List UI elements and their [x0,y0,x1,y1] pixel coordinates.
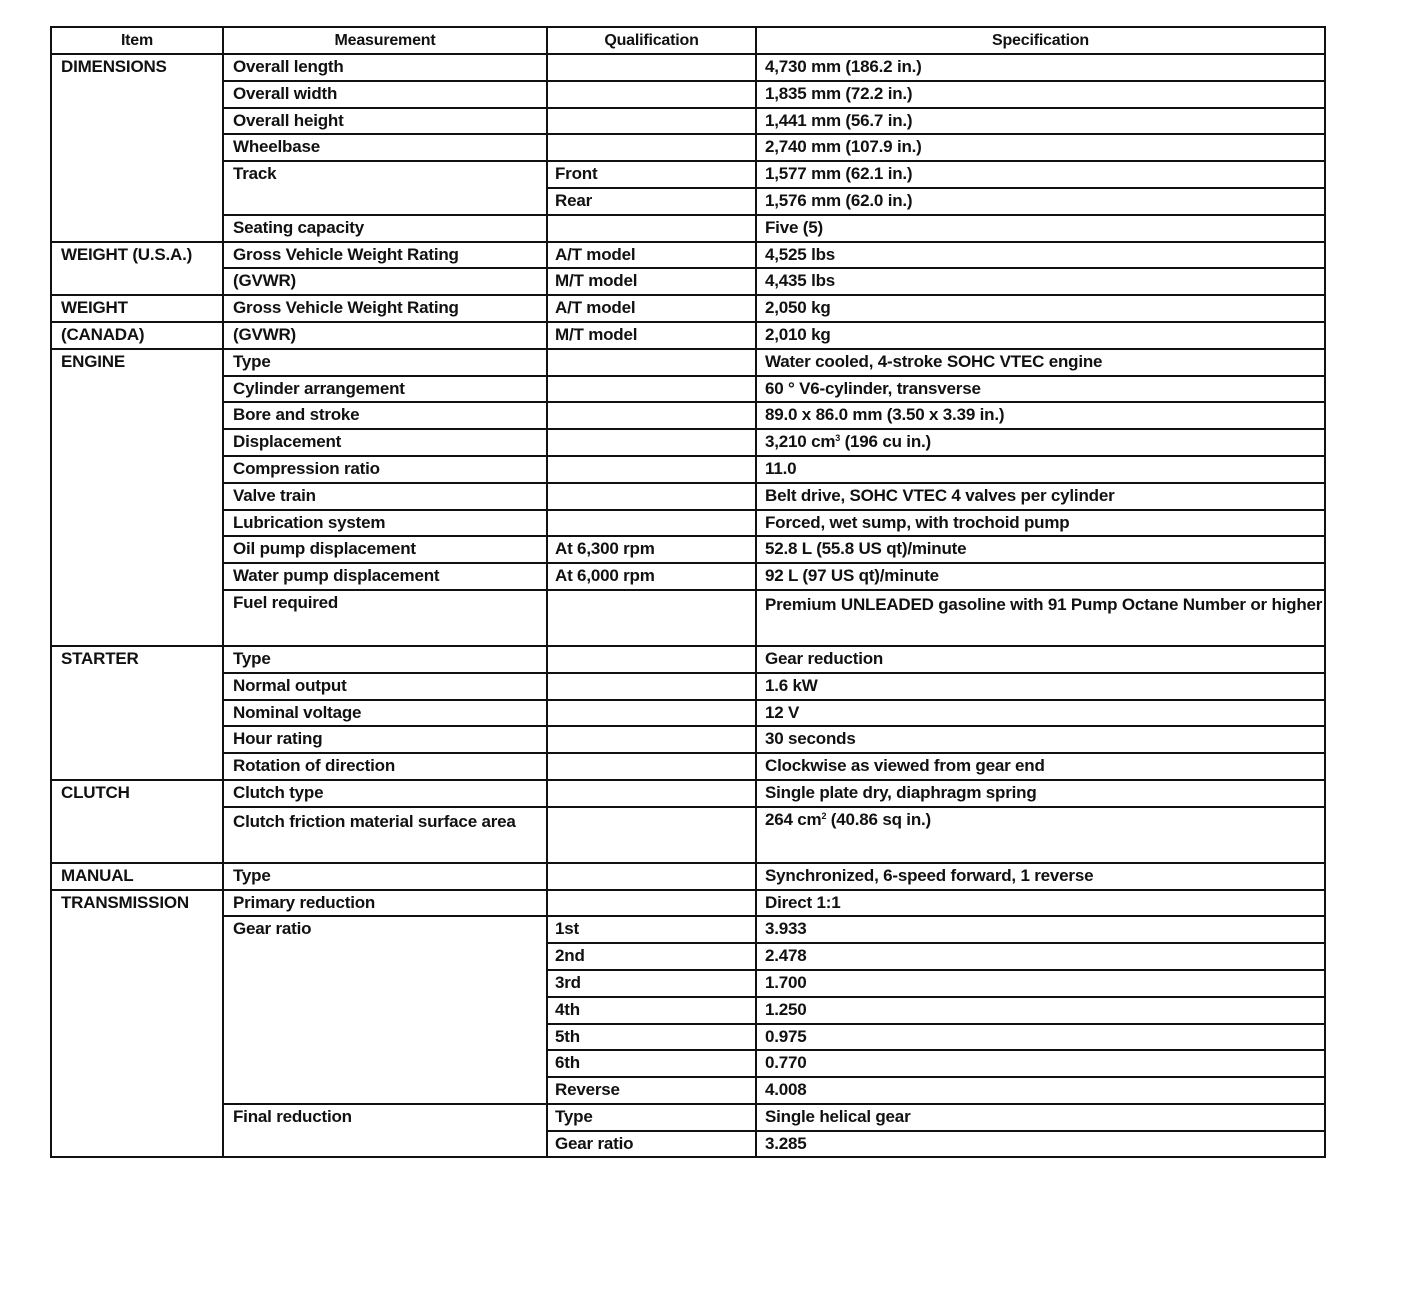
measurement-cell: Type [223,646,547,673]
qualification-cell: 4th [547,997,756,1024]
measurement-cell: (GVWR) [223,268,547,295]
qualification-cell: Rear [547,188,756,215]
qualification-cell: 3rd [547,970,756,997]
qualification-cell: 6th [547,1050,756,1077]
specification-cell: 52.8 L (55.8 US qt)/minute [756,536,1325,563]
qualification-cell [547,54,756,81]
specification-cell: 4,435 lbs [756,268,1325,295]
measurement-cell: Type [223,863,547,890]
qualification-cell [547,780,756,807]
specification-cell: 0.770 [756,1050,1325,1077]
qualification-cell [547,215,756,242]
table-row [51,54,1325,81]
measurement-cell: Oil pump displacement [223,536,547,563]
specification-cell: 2,050 kg [756,295,1325,322]
specification-cell: 1,835 mm (72.2 in.) [756,81,1325,108]
specification-cell: 1,441 mm (56.7 in.) [756,108,1325,135]
measurement-cell: Lubrication system [223,510,547,537]
specification-cell: 1,577 mm (62.1 in.) [756,161,1325,188]
measurement-cell: Compression ratio [223,456,547,483]
table-row [51,590,1325,646]
specification-cell: Direct 1:1 [756,890,1325,917]
qualification-cell [547,700,756,727]
measurement-cell: Primary reduction [223,890,547,917]
qualification-cell: A/T model [547,295,756,322]
specification-cell: 2,010 kg [756,322,1325,349]
specification-cell: 92 L (97 US qt)/minute [756,563,1325,590]
specification-cell: 3.933 [756,916,1325,943]
measurement-cell: Valve train [223,483,547,510]
qualification-cell [547,510,756,537]
measurement-cell: Track [223,161,547,215]
measurement-cell: Fuel required [223,590,547,646]
measurement-cell: Final reduction [223,1104,547,1158]
qualification-cell: Reverse [547,1077,756,1104]
table-row [51,673,1325,700]
measurement-cell: Gross Vehicle Weight Rating [223,295,547,322]
table-row [51,402,1325,429]
table-row [51,295,1325,322]
displacement-value: 3,210 cm [765,432,836,452]
specification-cell: 12 V [756,700,1325,727]
qualification-cell [547,81,756,108]
measurement-cell: Hour rating [223,726,547,753]
table-row [51,349,1325,376]
specification-cell: Five (5) [756,215,1325,242]
measurement-cell: Gross Vehicle Weight Rating [223,242,547,269]
table-row [51,242,1325,269]
measurement-cell: Wheelbase [223,134,547,161]
group-weight-canada-line2: (CANADA) [51,322,223,349]
measurement-cell: Displacement [223,429,547,456]
table-row [51,322,1325,349]
group-weight-usa: WEIGHT (U.S.A.) [51,242,223,296]
specification-cell: 2,740 mm (107.9 in.) [756,134,1325,161]
friction-unit: (40.86 sq in.) [826,809,931,829]
measurement-cell: Seating capacity [223,215,547,242]
table-row [51,700,1325,727]
table-row [51,376,1325,403]
qualification-cell [547,134,756,161]
header-item: Item [51,27,223,54]
table-row [51,863,1325,890]
qualification-cell: A/T model [547,242,756,269]
qualification-cell [547,349,756,376]
measurement-cell: Cylinder arrangement [223,376,547,403]
qualification-cell [547,807,756,863]
measurement-cell: Overall length [223,54,547,81]
qualification-cell: 2nd [547,943,756,970]
table-row [51,429,1325,456]
qualification-cell [547,108,756,135]
table-row [51,215,1325,242]
qualification-cell [547,402,756,429]
group-engine: ENGINE [51,349,223,646]
table-row [51,483,1325,510]
specification-cell: 4,730 mm (186.2 in.) [756,54,1325,81]
specification-cell: Forced, wet sump, with trochoid pump [756,510,1325,537]
specifications-table [50,26,1326,1158]
qualification-cell [547,590,756,646]
qualification-cell: 5th [547,1024,756,1051]
specification-cell: Premium UNLEADED gasoline with 91 Pump Octane Number or higher [756,590,1325,646]
table-row [51,134,1325,161]
table-row [51,753,1325,780]
measurement-cell: Rotation of direction [223,753,547,780]
specification-cell: 3.285 [756,1131,1325,1158]
specification-cell: Water cooled, 4-stroke SOHC VTEC engine [756,349,1325,376]
qualification-cell: M/T model [547,322,756,349]
group-clutch: CLUTCH [51,780,223,863]
qualification-cell [547,673,756,700]
qualification-cell: Gear ratio [547,1131,756,1158]
table-row [51,726,1325,753]
specification-cell: Single plate dry, diaphragm spring [756,780,1325,807]
table-row [51,807,1325,863]
specification-cell [756,807,1325,863]
measurement-cell: Gear ratio [223,916,547,1104]
qualification-cell: Type [547,1104,756,1131]
specification-cell: 89.0 x 86.0 mm (3.50 x 3.39 in.) [756,402,1325,429]
specification-cell: Gear reduction [756,646,1325,673]
table-row [51,646,1325,673]
table-row [51,890,1325,917]
header-qualification: Qualification [547,27,756,54]
specification-cell: 30 seconds [756,726,1325,753]
group-starter: STARTER [51,646,223,780]
specification-cell: 0.975 [756,1024,1325,1051]
qualification-cell [547,890,756,917]
table-row [51,1104,1325,1131]
superscript: 2 [821,810,827,821]
qualification-cell: 1st [547,916,756,943]
table-row [51,510,1325,537]
measurement-cell: (GVWR) [223,322,547,349]
table-row [51,780,1325,807]
specification-cell: 2.478 [756,943,1325,970]
specification-cell: Belt drive, SOHC VTEC 4 valves per cylinder [756,483,1325,510]
specification-cell: Clockwise as viewed from gear end [756,753,1325,780]
qualification-cell: M/T model [547,268,756,295]
qualification-cell: At 6,000 rpm [547,563,756,590]
qualification-cell [547,726,756,753]
specification-cell: 4.008 [756,1077,1325,1104]
qualification-cell [547,429,756,456]
qualification-cell [547,376,756,403]
measurement-cell: Clutch friction material surface area [223,807,547,863]
table-row [51,916,1325,943]
specification-cell: 1.250 [756,997,1325,1024]
measurement-cell: Nominal voltage [223,700,547,727]
header-row [51,27,1325,54]
qualification-cell: At 6,300 rpm [547,536,756,563]
specification-cell: 11.0 [756,456,1325,483]
table-row [51,81,1325,108]
specification-cell: 4,525 lbs [756,242,1325,269]
qualification-cell [547,753,756,780]
table-row [51,456,1325,483]
table-row [51,268,1325,295]
friction-value: 264 cm [765,809,822,829]
qualification-cell [547,646,756,673]
specification-cell: 60 ° V6-cylinder, transverse [756,376,1325,403]
displacement-unit: (196 cu in.) [840,432,931,452]
measurement-cell: Normal output [223,673,547,700]
table-row [51,536,1325,563]
header-measurement: Measurement [223,27,547,54]
qualification-cell [547,456,756,483]
header-specification: Specification [756,27,1325,54]
specification-cell: Single helical gear [756,1104,1325,1131]
table-row [51,161,1325,188]
measurement-cell: Water pump displacement [223,563,547,590]
superscript: 3 [835,433,841,444]
qualification-cell: Front [547,161,756,188]
group-weight-canada-line1: WEIGHT [51,295,223,322]
qualification-cell [547,863,756,890]
measurement-cell: Overall width [223,81,547,108]
measurement-cell: Bore and stroke [223,402,547,429]
specification-cell: 1,576 mm (62.0 in.) [756,188,1325,215]
specification-cell [756,429,1325,456]
qualification-cell [547,483,756,510]
specification-cell: 1.700 [756,970,1325,997]
measurement-cell: Overall height [223,108,547,135]
group-manual-line2: TRANSMISSION [51,890,223,1158]
group-manual-line1: MANUAL [51,863,223,890]
table-row [51,108,1325,135]
table-row [51,563,1325,590]
measurement-cell: Clutch type [223,780,547,807]
specification-cell: 1.6 kW [756,673,1325,700]
specification-cell: Synchronized, 6-speed forward, 1 reverse [756,863,1325,890]
measurement-cell: Type [223,349,547,376]
group-dimensions: DIMENSIONS [51,54,223,242]
